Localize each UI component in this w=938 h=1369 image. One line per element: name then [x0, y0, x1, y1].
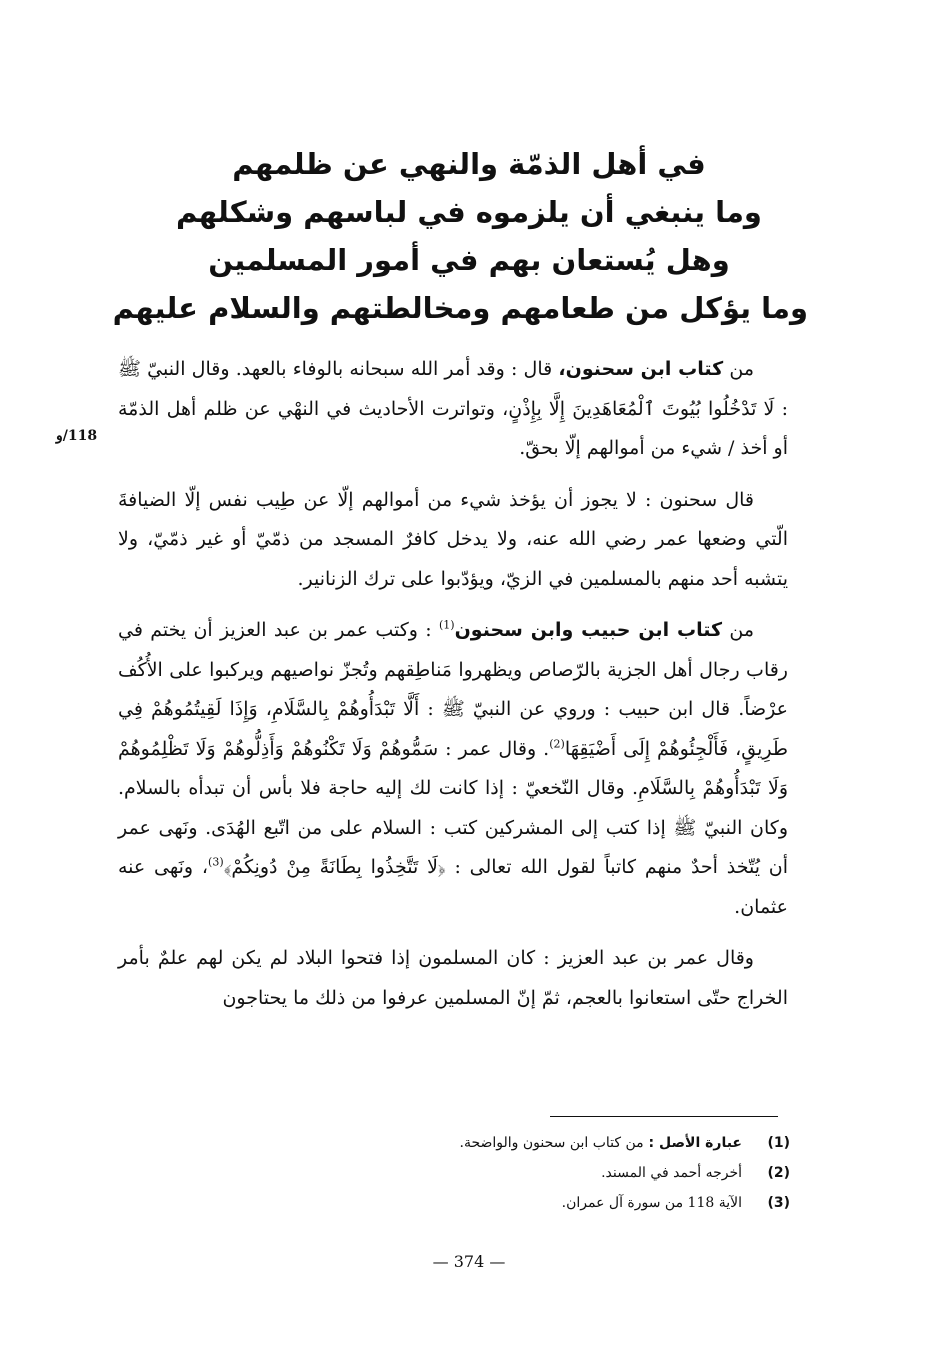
- footnote-3: [300, 1188, 790, 1218]
- paragraph-3-text-a: : وكتب عمر بن عبد العزيز أن يختم في رقاب رجال أهل الجزية بالرّصاص ويظهروا مَناطِقهم وتُجزّ نواصيهم ويركبوا على الأُكُف عرْضاً. قال ابن حبيب : وروي عن النبيّ ﷺ : أَلَّا تَبْدَأُوهُمْ بِالسَّلَامِ، وَإِذَا لَقِيتُمُوهُمْ فِي طَرِيقٍ، فَأَلْجِئُوهُمْ إِلَى أَضْيَقِهَا: [118, 619, 788, 760]
- paragraph-3: [118, 611, 788, 927]
- chapter-heading: [112, 140, 808, 332]
- footnote-text: [300, 1128, 742, 1158]
- paragraph-1: [118, 350, 788, 469]
- paragraph-2: [118, 481, 788, 600]
- paragraph-2-text: قال سحنون : لا يجوز أن يؤخذ شيء من أموالهم إلّا عن طِيب نفس إلّا الضيافةَ الّتي وضعها عمر رضي الله عنه، ولا يدخل كافرٌ المسجد من ذمّيّ أو غير ذمّيّ، ولا يتشبه أحد منهم بالمسلمين في الزيّ، ويؤدّبوا على ترك الزنانير.: [118, 488, 788, 590]
- paragraph-3-text-b: . وقال عمر : سَمُّوهُمْ وَلَا تَكْنُوهُمْ وَأَذِلُّوهُمْ وَلَا تَظْلِمُوهُمْ وَلَا تَبْدَأُوهُمْ بِالسَّلَامِ. وقال النّخعيّ : إذا كانت لك إليه حاجة فلا بأس أن تبدأه بالسلام. وكان النبيّ ﷺ إذا كتب إلى المشركين كتب : السلام على من اتّبع الهُدَى. ونَهى عمر أن يُتّخذ أحدٌ منهم كاتباً لقول الله تعالى : ﴿لَا تَتَّخِذُوا بِطَانَةً مِنْ دُونِكُمْ﴾: [118, 737, 789, 878]
- footnote-ref-3[interactable]: (3): [208, 855, 224, 869]
- footnote-1: [300, 1128, 790, 1158]
- paragraph-3-lead: من: [722, 619, 754, 641]
- source-citation: كتاب ابن حبيب وابن سحنون: [454, 619, 723, 641]
- heading-line-1: في أهل الذمّة والنهي عن ظلمهم: [232, 147, 706, 181]
- footnote-body: الآية 118 من سورة آل عمران.: [561, 1195, 742, 1211]
- footnote-separator: [550, 1116, 778, 1117]
- footnote-text: [300, 1158, 742, 1188]
- paragraph-1-lead: من: [723, 358, 754, 380]
- folio-margin-note: 118/و: [56, 428, 98, 444]
- footnote-body: من كتاب ابن سحنون والواضحة.: [459, 1135, 644, 1151]
- paragraph-1-text: قال : وقد أمر الله سبحانه بالوفاء بالعهد. وقال النبيّ ﷺ : لَا تَدْخُلُوا بُيُوتَ ٱلْمُعَاهَدِينَ إِلَّا بِإِذْنٍ، وتواترت الأحاديث في النهْي عن ظلم أهل الذمّة أو أخذ / شيء من أموالهم إلّا بحقّ.: [118, 358, 788, 459]
- footnote-number: (2): [767, 1165, 790, 1181]
- footnote-2: [300, 1158, 790, 1188]
- page-number: — 374 —: [432, 1252, 506, 1271]
- body-text: [118, 350, 788, 1030]
- footnote-body: أخرجه أحمد في المسند.: [601, 1165, 742, 1181]
- footnote-text: [300, 1188, 742, 1218]
- footnotes: [300, 1128, 790, 1218]
- footnote-number: (1): [767, 1135, 790, 1151]
- heading-line-2: وما ينبغي أن يلزموه في لباسهم وشكلهم: [176, 195, 762, 229]
- footnote-ref-1[interactable]: (1): [438, 618, 455, 632]
- paragraph-3-text-c: ، ونَهى عنه عثمان.: [118, 856, 788, 918]
- footnote-label: عبارة الأصل :: [643, 1135, 742, 1151]
- footnote-ref-2[interactable]: (2): [549, 737, 565, 751]
- paragraph-4: [118, 939, 788, 1018]
- paragraph-4-text: وقال عمر بن عبد العزيز : كان المسلمون إذا فتحوا البلاد لم يكن لهم علمٌ بأمر الخراج حتّى استعانوا بالعجم، ثمّ إنّ المسلمين عرفوا من ذلك ما يحتاجون: [118, 947, 788, 1009]
- source-citation: كتاب ابن سحنون،: [558, 358, 724, 380]
- heading-line-3: وهل يُستعان بهم في أمور المسلمين: [208, 243, 730, 277]
- footnote-number: (3): [767, 1195, 790, 1211]
- heading-line-4: وما يؤكل من طعامهم ومخالطتهم والسلام عليهم: [112, 291, 808, 325]
